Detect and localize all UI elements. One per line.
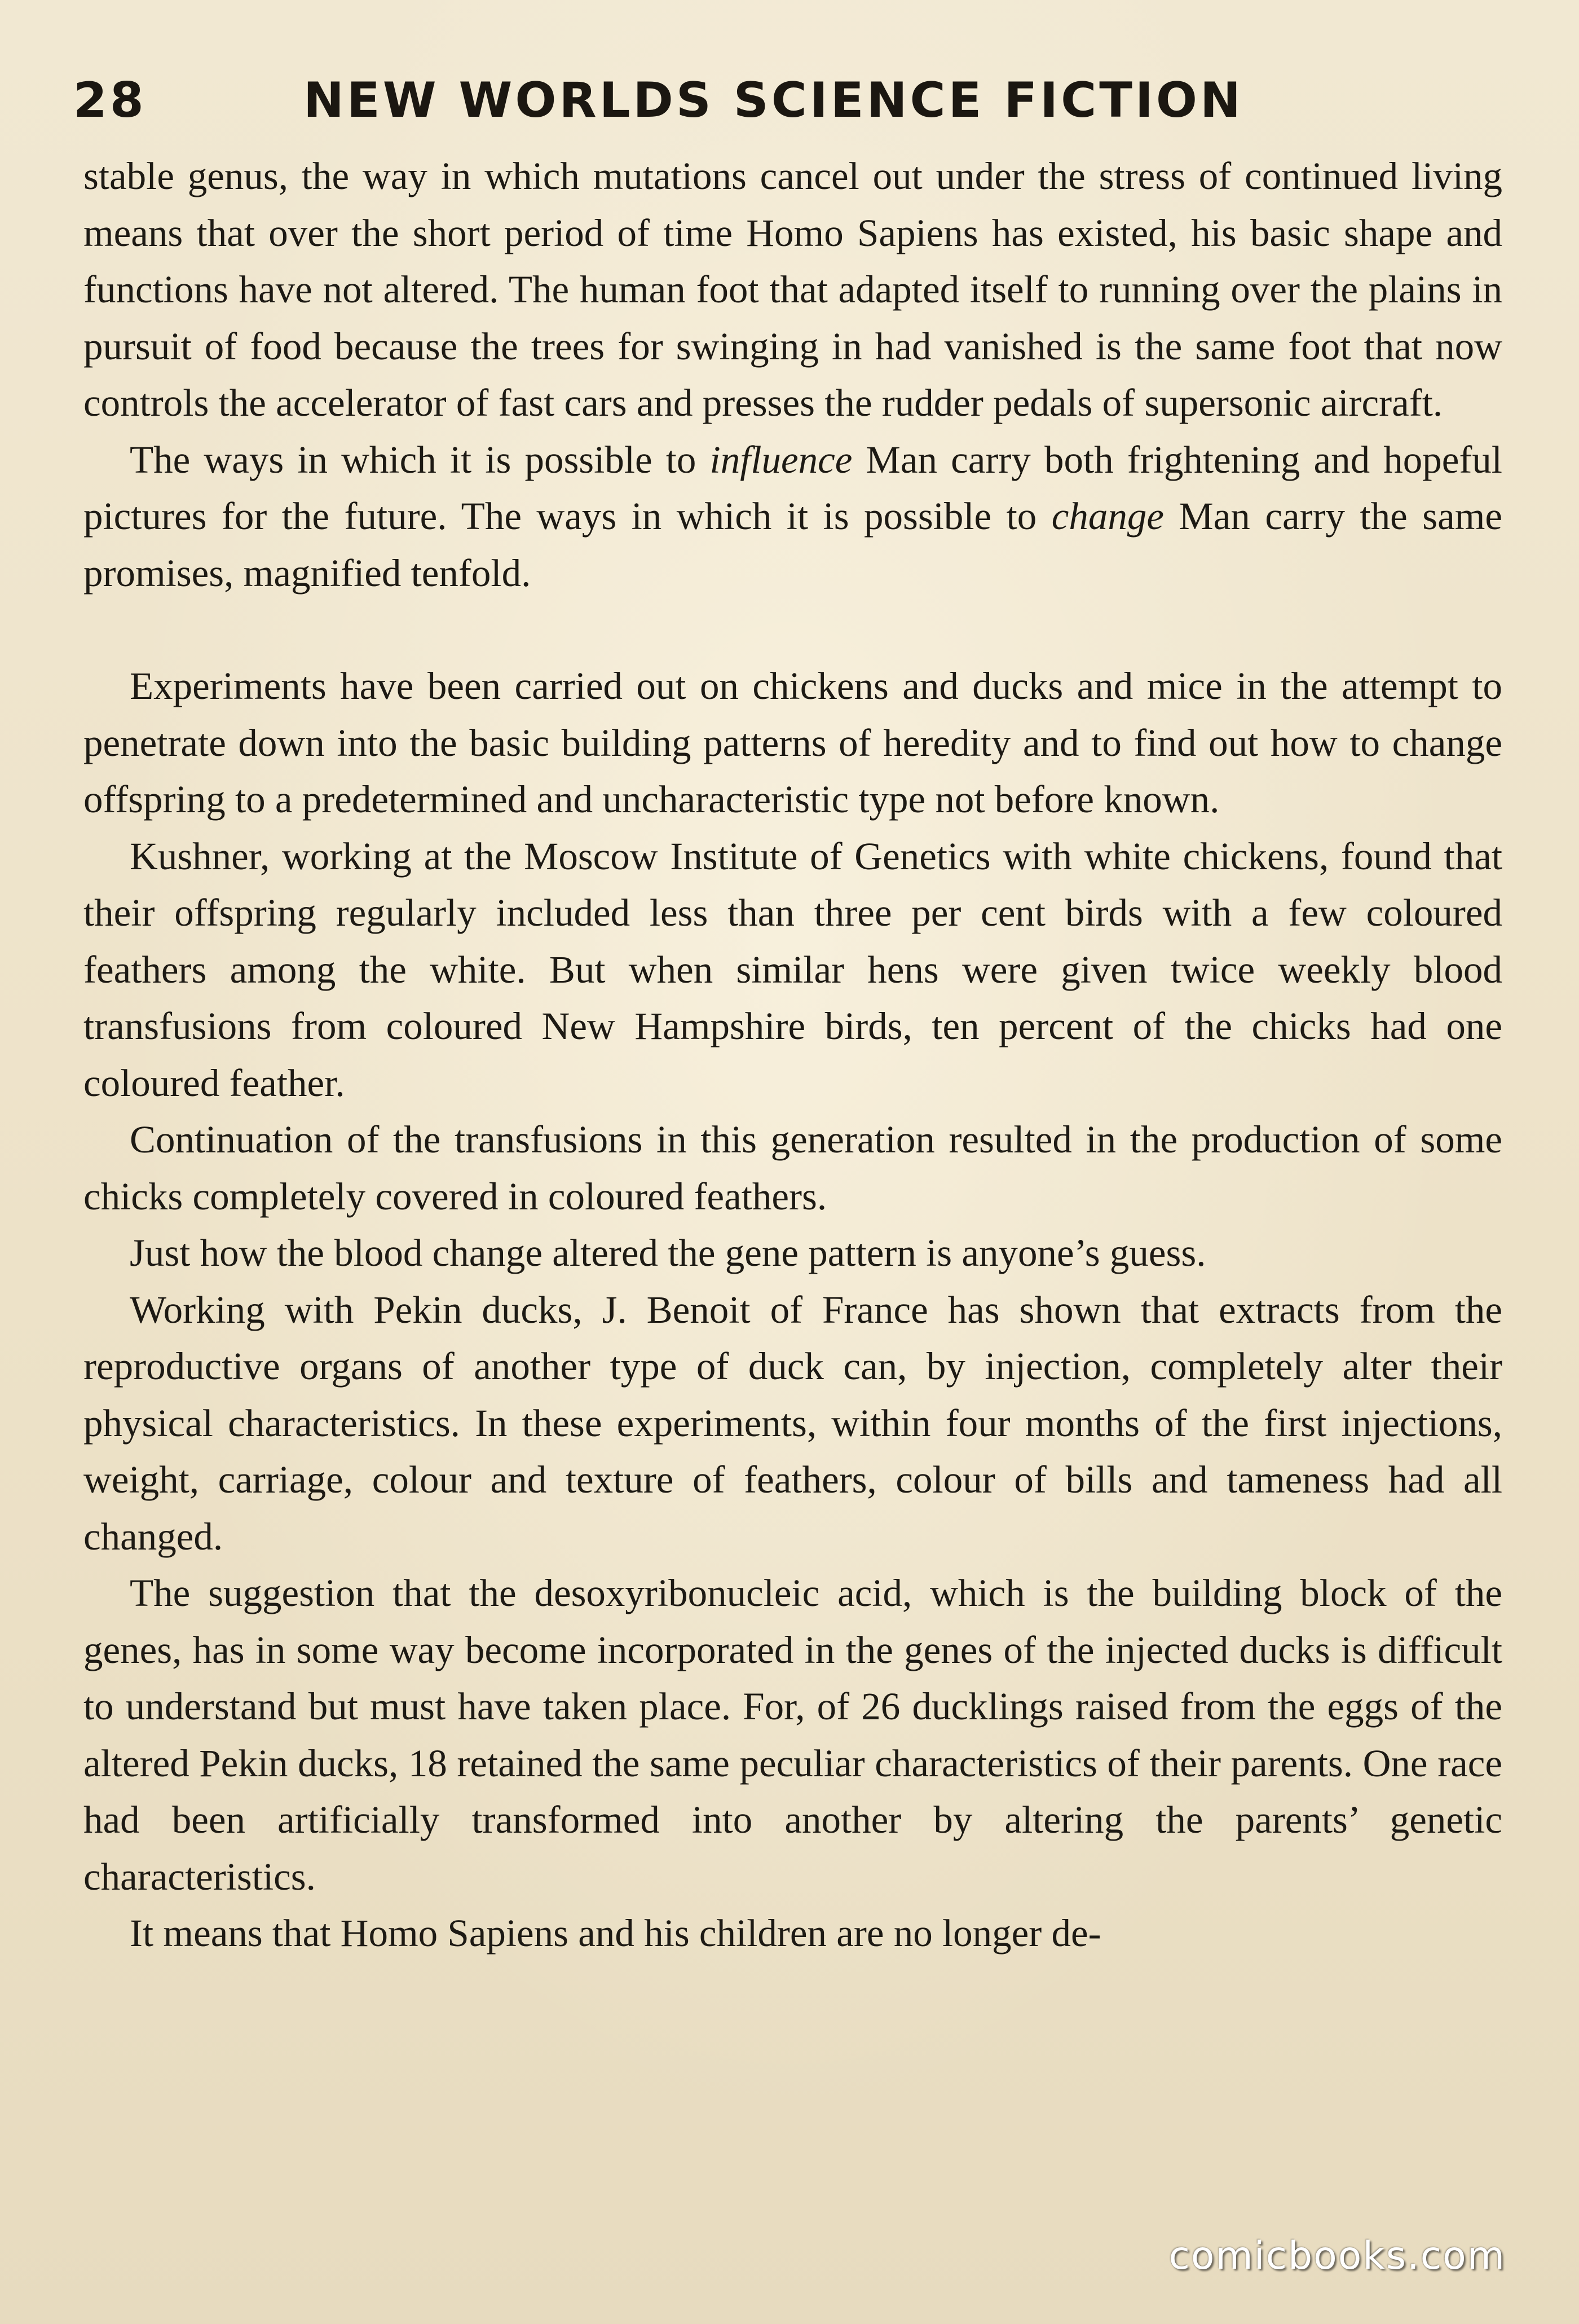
paragraph — [83, 658, 1502, 828]
text-run: Working with Pekin ducks, J. Benoit of France has shown that extracts from the reproductive organs of another type of duck can, by injection, completely alter their physical characteristics. In these experiments, within four months of the first injections, weight, carriage, colour and texture of feathers, colour of bills and tameness had all changed. — [83, 1288, 1502, 1558]
page-number: 28 — [73, 72, 147, 129]
paragraph — [83, 1905, 1502, 1962]
text-run: The ways in which it is possible to — [130, 438, 710, 481]
paragraph — [83, 432, 1502, 602]
text-run: Kushner, working at the Moscow Institute of Genetics with white chickens, found that their offspring regularly included less than three per cent birds with a few coloured feathers among the white. But when similar hens were given twice weekly blood transfusions from coloured New Hampshire birds, ten percent of the chicks had one coloured feather. — [83, 834, 1502, 1104]
text-run: The suggestion that the desoxyribonucleic acid, which is the building block of the genes, has in some way become incorporated in the genes of the injected ducks is difficult to understand but must have taken place. For, of 26 ducklings raised from the eggs of the altered Pekin ducks, 18 retained the same peculiar characteristics of their parents. One race had been artificially transformed into another by altering the parents’ genetic characteristics. — [83, 1572, 1502, 1898]
italic-text-run: change — [1051, 495, 1164, 538]
paragraph — [83, 828, 1502, 1112]
watermark: comicbooks.com — [1168, 2234, 1506, 2278]
paragraph — [83, 1111, 1502, 1225]
paragraph — [83, 1565, 1502, 1905]
text-run: Continuation of the transfusions in this generation resulted in the production of some chicks completely covered in coloured feathers. — [83, 1118, 1502, 1218]
page-header — [73, 72, 1506, 140]
paragraph — [83, 1282, 1502, 1565]
paragraph — [83, 1225, 1502, 1282]
text-run: It means that Homo Sapiens and his children are no longer de- — [130, 1912, 1101, 1955]
body-text — [83, 148, 1502, 1962]
text-run: Just how the blood change altered the gene pattern is anyone’s guess. — [130, 1231, 1206, 1274]
paragraph — [83, 148, 1502, 432]
text-run: Experiments have been carried out on chickens and ducks and mice in the attempt to penetrate down into the basic building patterns of heredity and to find out how to change offspring to a predetermined and uncharacteristic type not before known. — [83, 664, 1502, 821]
italic-text-run: influence — [709, 438, 853, 481]
text-run: stable genus, the way in which mutations cancel out under the stress of continued living means that over the short period of time Homo Sapiens has existed, his basic shape and functions have not altered. The human foot that adapted itself to running over the plains in pursuit of food because the trees for swinging in had vanished is the same foot that now controls the accelerator of fast cars and presses the rudder pedals of supersonic aircraft. — [83, 155, 1502, 424]
text-run: Man carry both frightening and hopeful pictures for the future. The ways in which it is possible to — [83, 438, 1502, 538]
text-run: Man carry the same promises, magnified tenfold. — [83, 495, 1502, 595]
running-title: NEW WORLDS SCIENCE FICTION — [303, 72, 1243, 129]
